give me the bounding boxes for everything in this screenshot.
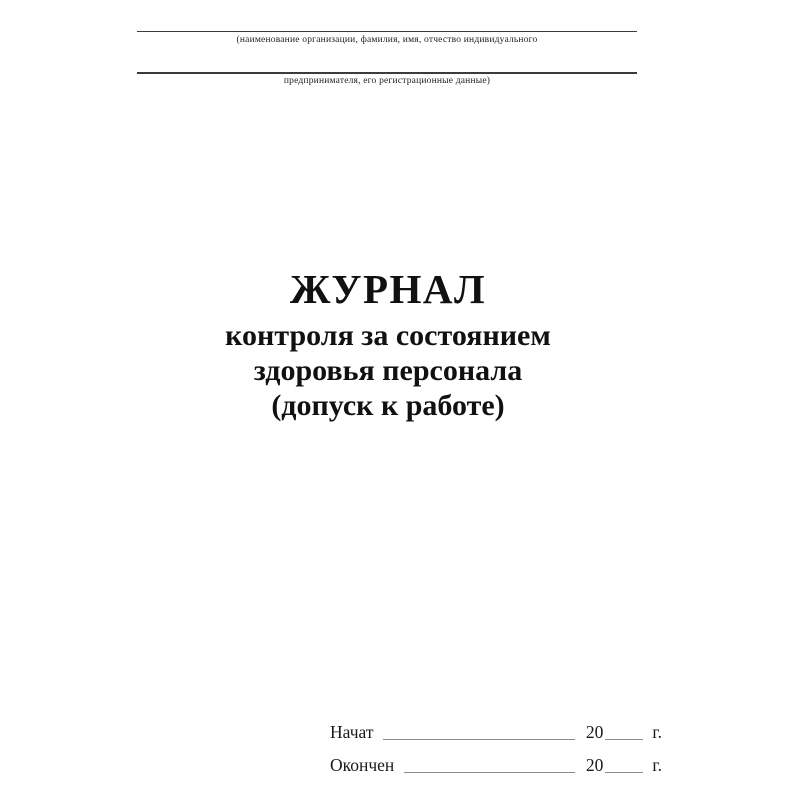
finished-year-blank: [605, 772, 643, 773]
journal-subtitle-line2: здоровья персонала: [253, 354, 523, 387]
organization-name-line: [137, 31, 637, 32]
started-date-blank: [383, 739, 574, 740]
organization-name-caption: (наименование организации, фамилия, имя, отчество индивидуального: [236, 35, 538, 45]
journal-title: ЖУРНАЛ: [289, 266, 487, 312]
finished-year-prefix: 20: [585, 755, 604, 775]
started-row: [330, 722, 662, 743]
finished-year-suffix: г.: [652, 755, 662, 775]
started-year-prefix: 20: [585, 722, 604, 742]
started-year-blank: [605, 739, 643, 740]
finished-row: [330, 755, 662, 776]
started-label: Начат: [330, 722, 374, 742]
journal-subtitle-line3: (допуск к работе): [271, 389, 505, 422]
finished-date-blank: [404, 772, 575, 773]
started-year-suffix: г.: [652, 722, 662, 742]
finished-label: Окончен: [330, 755, 395, 775]
date-fields-block: [330, 722, 662, 788]
journal-subtitle-line1: контроля за состоянием: [225, 319, 551, 352]
registration-data-caption: предпринимателя, его регистрационные данные): [283, 76, 491, 86]
title-block: [0, 266, 776, 423]
registration-data-line: [137, 72, 637, 74]
